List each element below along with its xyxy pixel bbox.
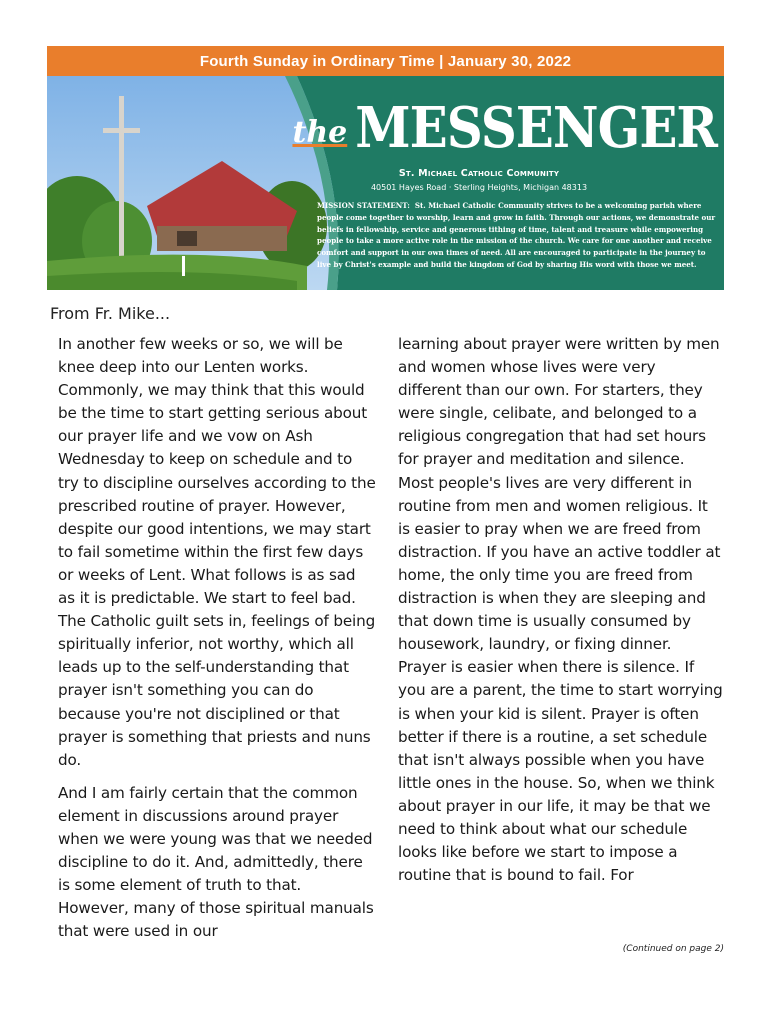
article-title: From Fr. Mike... <box>50 304 171 323</box>
newsletter-header <box>47 76 724 290</box>
mission-text: St. Michael Catholic Community strives to be a welcoming parish where people come together to worship, learn and grow in faith. Through our actions, we demonstrate our beliefs in fellowship, service and generous tithing of time, talent and treasure while empowering people to take a more active role in the mission of the church. We care for one another and receive comfort and support in our own times of need. All are encouraged to participate in the journey to live by Christ's example and build the kingdom of God by sharing His word with those we meet. <box>317 201 716 269</box>
date-banner: Fourth Sunday in Ordinary Time | January 30, 2022 <box>47 46 724 76</box>
masthead <box>292 84 717 161</box>
article-column-right <box>398 333 723 887</box>
parish-name: St. Michael Catholic Community <box>398 168 560 179</box>
article-column-left <box>58 333 376 943</box>
masthead-title: MESSENGER <box>355 94 717 161</box>
article-paragraph: And I am fairly certain that the common element in discussions around prayer when we were young was that we needed discipline to do it. And, admittedly, there is some element of truth to that. However, many of those spiritual manuals that were used in our <box>58 783 374 941</box>
masthead-the: the <box>292 115 348 150</box>
parish-address: 40501 Hayes Road · Sterling Heights, Michigan 48313 <box>370 183 588 192</box>
article-paragraph: In another few weeks or so, we will be knee deep into our Lenten works. Commonly, we may think that this would be the time to start getting serious about our prayer life and we vow on Ash Wednesday to keep on schedule and to try to discipline ourselves according to the prescribed routine of prayer. However, despite our good intentions, we may start to fail sometime within the first few days or weeks of Lent. What follows is as sad as it is predictable. We start to feel bad. The Catholic guilt sets in, feelings of being spiritually inferior, not worthy, which all leads up to the self-understanding that prayer isn't something you can do because you're not disciplined or that prayer is something that priests and nuns do. <box>58 335 376 769</box>
continued-note: (Continued on page 2) <box>622 944 724 954</box>
article-paragraph: learning about prayer were written by men and women whose lives were very different than our own. For starters, they were single, celibate, and belonged to a religious congregation that had set hours for prayer and meditation and silence. Most people's lives are very different in routine from men and women religious. It is easier to pray when we are freed from distraction. If you have an active toddler at home, the only time you are freed from distraction is when they are sleeping and that down time is usually consumed by housework, laundry, or fixing dinner. Prayer is easier when there is silence. If you are a parent, the time to start worrying is when your kid is silent. Prayer is often better if there is a routine, a set schedule that isn't always possible when you have little ones in the house. So, when we think about prayer in our life, it may be that we need to think about what our schedule looks like before we start to impose a routine that is bound to fail. For <box>398 335 723 885</box>
mission-label: MISSION STATEMENT: <box>317 201 410 210</box>
mission-statement <box>317 200 717 271</box>
